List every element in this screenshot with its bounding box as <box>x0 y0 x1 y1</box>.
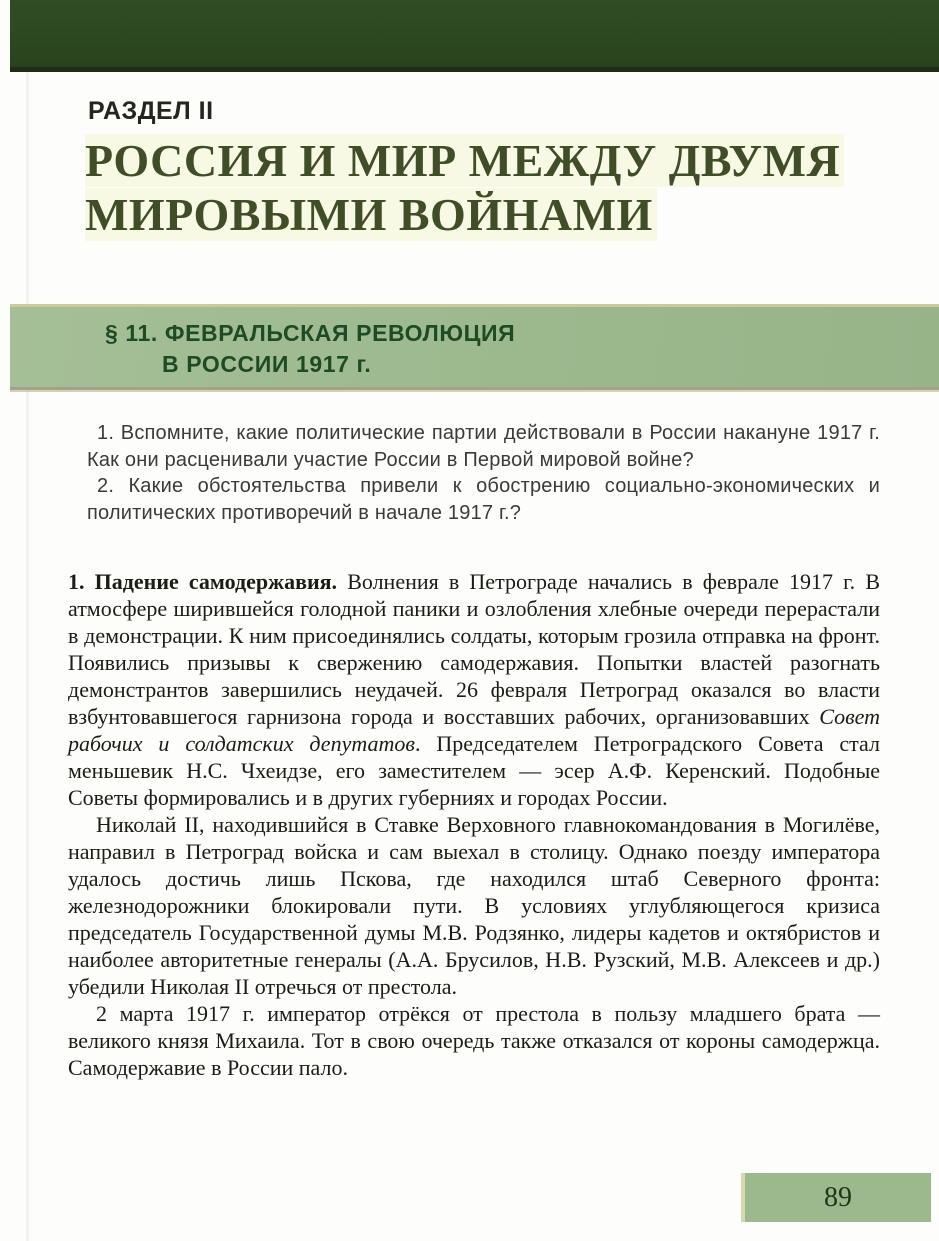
body-paragraph: Николай II, находившийся в Ставке Верховного главнокомандования в Могилёве, направил в Петроград войска и сам выехал в столицу. Однако поезду императора удалось достичь лишь Пскова, где находился штаб Северного фронта: железнодорожники блокировали пути. В условиях углубляющегося кризиса председатель Государственной думы М.В. Родзянко, лидеры кадетов и октябристов и наиболее авторитетные генералы (А.А. Брусилов, Н.В. Рузский, М.В. Алексеев и др.) убедили Николая II отречься от престола. <box>68 812 880 999</box>
question-item: 1. Вспомните, какие политические партии действовали в России накануне 1917 г. Как они расценивали участие России в Первой мировой войне? <box>87 422 880 471</box>
section-title <box>85 134 844 242</box>
body-text <box>68 568 880 1081</box>
scan-gutter-shadow <box>26 72 29 1241</box>
question-item: 2. Какие обстоятельства привели к обострению социально-экономических и политических противоречий в начале 1917 г.? <box>87 475 880 524</box>
section-label: РАЗДЕЛ II <box>88 97 214 125</box>
section-title-line1: РОССИЯ И МИР МЕЖДУ ДВУМЯ <box>85 134 844 188</box>
page-number: 89 <box>824 1181 852 1213</box>
paragraph-banner-line2: В РОССИИ 1917 г. <box>162 351 372 377</box>
body-paragraph: 2 марта 1917 г. император отрёкся от престола в пользу младшего брата — великого князя Михаила. Тот в свою очередь также отказался от короны самодержца. Самодержавие в России пало. <box>68 1001 880 1080</box>
intro-questions <box>87 420 880 526</box>
body-paragraph: 1. Падение самодержавия. Волнения в Петрограде начались в феврале 1917 г. В атмосфере ширившейся голодной паники и озлобления хлебные очереди перерастали в демонстрации. К ним присоединялись солдаты, которым грозила отправка на фронт. Появились призывы к свержению самодержавия. Попытки властей разогнать демонстрантов завершились неудачей. 26 февраля Петроград оказался во власти взбунтовавшегося гарнизона города и восставших рабочих, организовавших Совет рабочих и солдатских депутатов. Председателем Петроградского Совета стал меньшевик Н.С. Чхеидзе, его заместителем — эсер А.Ф. Керенский. Подобные Советы формировались и в других губерниях и городах России. <box>68 569 880 810</box>
section-title-line2: МИРОВЫМИ ВОЙНАМИ <box>85 188 844 242</box>
paragraph-banner-line1: § 11. ФЕВРАЛЬСКАЯ РЕВОЛЮЦИЯ <box>105 320 516 346</box>
page-number-badge <box>741 1173 931 1222</box>
paragraph-banner <box>10 304 939 390</box>
chapter-header-bar <box>10 0 939 72</box>
